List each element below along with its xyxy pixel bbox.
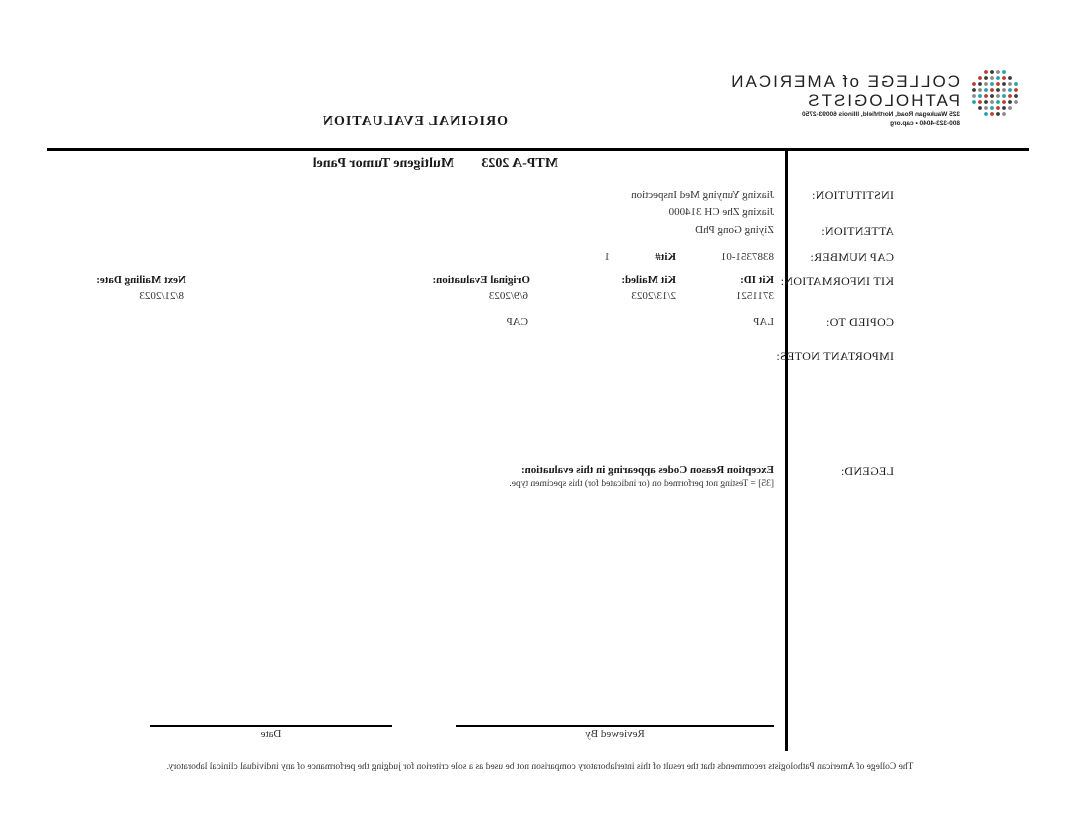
logo-dot: [978, 106, 982, 110]
program-name: Multigene Tumor Panel: [312, 156, 454, 171]
logo-name-line1: COLLEGE of AMERICAN: [729, 72, 960, 91]
attention-value: Ziying Gong PhD: [695, 224, 774, 236]
logo-dot: [984, 82, 988, 86]
logo-dot: [972, 100, 976, 104]
logo-dot: [1002, 94, 1006, 98]
kit-mailed-value: 2/13/2023: [631, 290, 676, 302]
column-divider: [785, 151, 788, 751]
kit-id-value: 3711521: [735, 290, 774, 302]
next-mailing-date-value: 8/21/2023: [139, 290, 184, 302]
logo-dot: [996, 112, 1000, 116]
logo-dot: [972, 94, 976, 98]
logo-dot: [984, 112, 988, 116]
logo-dot: [996, 106, 1000, 110]
logo-dot: [1008, 76, 1012, 80]
logo-dot: [996, 82, 1000, 86]
institution-line2: Jiaxing Zhe CH 314000: [668, 206, 774, 218]
next-mailing-date-label: Next Mailing Date:: [96, 274, 186, 286]
logo-dot: [1002, 112, 1006, 116]
kit-information-label: KIT INFORMATION:: [780, 274, 894, 288]
logo-dot: [1002, 106, 1006, 110]
legend-heading: Exception Reason Codes appearing in this evaluation:: [520, 464, 774, 476]
legend-code-line: [35] = Testing not performed on (or indicated for) this specimen type.: [509, 479, 774, 489]
logo-dot: [990, 94, 994, 98]
copied-to-label: COPIED TO:: [825, 315, 894, 329]
reviewed-by-line: [456, 725, 774, 727]
logo-dot: [996, 88, 1000, 92]
logo-dot: [984, 76, 988, 80]
logo-dot: [996, 100, 1000, 104]
logo-dot: [984, 100, 988, 104]
logo-dot: [996, 94, 1000, 98]
cap-number-label: CAP NUMBER:: [810, 250, 894, 264]
kit-number-label: Kit#: [655, 251, 676, 263]
logo-address: 325 Waukegan Road, Northfield, Illinois 60093-2750: [802, 111, 960, 118]
logo-dot: [972, 82, 976, 86]
logo-dot: [1008, 88, 1012, 92]
copied-to-value-2: CAP: [506, 316, 528, 328]
logo-dot: [978, 82, 982, 86]
logo-dot: [1008, 94, 1012, 98]
original-evaluation-label: Original Evaluation:: [432, 274, 530, 286]
kit-number-value: 1: [604, 251, 610, 263]
logo-dot: [990, 76, 994, 80]
logo-dot: [984, 94, 988, 98]
logo-dot: [978, 100, 982, 104]
program-code: MTP-A 2023: [481, 156, 558, 171]
kit-id-label: Kit ID:: [740, 274, 774, 286]
logo-dot: [1014, 82, 1018, 86]
logo-dot: [984, 70, 988, 74]
logo-dot: [996, 70, 1000, 74]
logo-dot: [978, 76, 982, 80]
institution-line1: Jiaxing Yunying Med Inspection: [631, 189, 774, 201]
logo-dot: [1014, 88, 1018, 92]
logo-dot: [1002, 76, 1006, 80]
kit-mailed-label: Kit Mailed:: [621, 274, 676, 286]
date-line: [150, 725, 392, 727]
logo-dot: [1014, 100, 1018, 104]
logo-dot: [978, 88, 982, 92]
logo-dot: [1002, 100, 1006, 104]
cap-number-value: 8387351-01: [720, 251, 774, 263]
logo-contact: 800-323-4040 • cap.org: [890, 120, 960, 127]
logo-dot: [1008, 106, 1012, 110]
attention-label: ATTENTION:: [821, 224, 894, 238]
logo-dot: [990, 112, 994, 116]
logo-dot: [1008, 100, 1012, 104]
logo-name-line2: PATHOLOGISTS: [806, 91, 960, 110]
date-caption: Date: [260, 728, 282, 740]
logo-dot: [990, 100, 994, 104]
logo-dot: [990, 82, 994, 86]
institution-label: INSTITUTION:: [811, 188, 894, 202]
logo-dot: [1002, 70, 1006, 74]
logo-dot: [984, 106, 988, 110]
copied-to-value-1: LAP: [753, 316, 774, 328]
logo-dot-grid-icon: [970, 68, 1020, 118]
page-title: ORIGINAL EVALUATION: [321, 114, 508, 129]
logo-dot: [1002, 88, 1006, 92]
logo-dot: [972, 88, 976, 92]
logo-dot: [1014, 94, 1018, 98]
header-rule: [47, 148, 1029, 151]
logo-dot: [978, 94, 982, 98]
logo-dot: [984, 88, 988, 92]
logo-dot: [996, 76, 1000, 80]
legend-label: LEGEND:: [840, 464, 894, 478]
original-evaluation-value: 6/9/2023: [488, 290, 528, 302]
footer-disclaimer: The College of American Pathologists recommends that the result of this interlaboratory comparison not be used as a sole criterion for judging the performance of any individual clinical laboratory.: [166, 762, 914, 772]
logo-dot: [990, 70, 994, 74]
logo-dot: [1002, 82, 1006, 86]
important-notes-label: IMPORTANT NOTES:: [776, 349, 894, 363]
reviewed-by-caption: Reviewed By: [585, 728, 645, 740]
logo-dot: [990, 88, 994, 92]
logo-dot: [1008, 82, 1012, 86]
logo-dot: [990, 106, 994, 110]
